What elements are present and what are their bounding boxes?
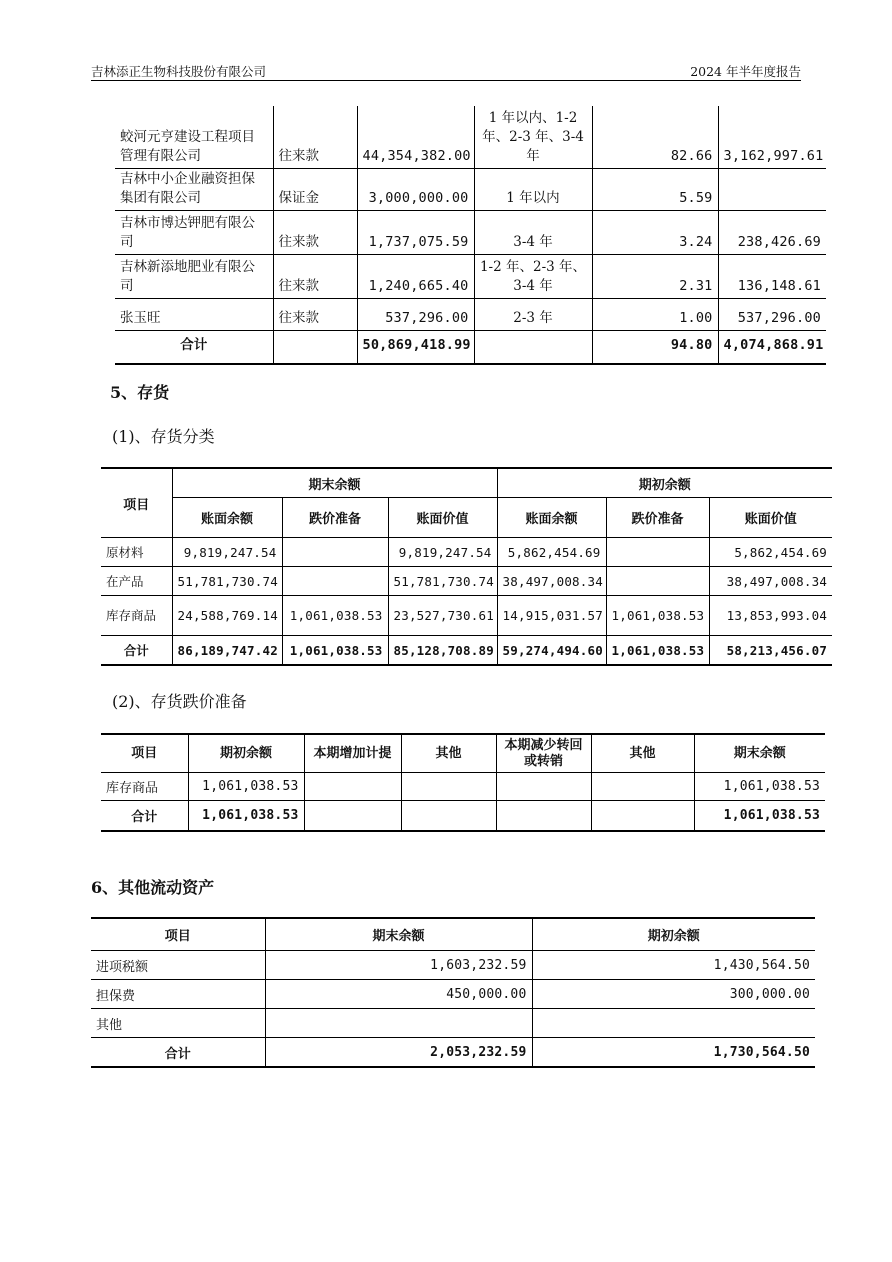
party-name: 吉林市博达钾肥有限公司	[115, 210, 273, 254]
inventory-table	[101, 467, 832, 666]
total-amount: 50,869,418.99	[357, 330, 474, 364]
amount: 3,000,000.00	[357, 168, 474, 210]
cell: 1,061,038.53	[188, 801, 304, 832]
subsection-title-classification: (1)、存货分类	[112, 427, 215, 446]
col-book-value: 账面价值	[388, 498, 497, 538]
aging: 1 年以内	[474, 168, 592, 210]
col-end-balance: 期末余额	[172, 468, 497, 498]
provision: 136,148.61	[718, 254, 826, 298]
total-label: 合计	[115, 330, 273, 364]
col-book-value: 账面价值	[709, 498, 832, 538]
cell	[265, 1009, 532, 1038]
cell: 38,497,008.34	[709, 567, 832, 596]
table-row	[115, 254, 826, 298]
nature: 保证金	[273, 168, 357, 210]
total-label: 合计	[101, 801, 188, 832]
col-decrease: 本期减少转回或转销	[496, 734, 591, 773]
cell: 1,430,564.50	[532, 951, 815, 980]
total-provision: 4,074,868.91	[718, 330, 826, 364]
item-name: 担保费	[91, 980, 265, 1009]
table-row	[101, 538, 832, 567]
cell: 51,781,730.74	[172, 567, 282, 596]
table-row	[115, 210, 826, 254]
item-name: 在产品	[101, 567, 172, 596]
col-item: 项目	[101, 734, 188, 773]
aging: 1-2 年、2-3 年、3-4 年	[474, 254, 592, 298]
table-row	[91, 980, 815, 1009]
cell: 1,061,038.53	[606, 636, 709, 666]
cell: 9,819,247.54	[388, 538, 497, 567]
party-name: 张玉旺	[115, 298, 273, 330]
cell	[282, 567, 388, 596]
col-increase: 本期增加计提	[304, 734, 401, 773]
item-name: 库存商品	[101, 773, 188, 801]
party-name: 蛟河元亨建设工程项目管理有限公司	[115, 106, 273, 168]
amount: 1,240,665.40	[357, 254, 474, 298]
total-row	[91, 1038, 815, 1068]
aging: 3-4 年	[474, 210, 592, 254]
cell: 1,061,038.53	[282, 596, 388, 636]
cell	[606, 567, 709, 596]
item-name: 原材料	[101, 538, 172, 567]
section-title-other-assets: 6、其他流动资产	[91, 878, 215, 897]
other-assets-table	[91, 917, 815, 1068]
cell: 86,189,747.42	[172, 636, 282, 666]
col-other: 其他	[401, 734, 496, 773]
section-title-inventory: 5、存货	[110, 383, 170, 402]
header-row	[91, 918, 815, 951]
page-header	[91, 62, 801, 81]
cell: 1,730,564.50	[532, 1038, 815, 1068]
cell: 450,000.00	[265, 980, 532, 1009]
col-item: 项目	[101, 468, 172, 538]
header-row	[101, 734, 825, 773]
item-name: 库存商品	[101, 596, 172, 636]
cell: 5,862,454.69	[709, 538, 832, 567]
col-book-balance: 账面余额	[172, 498, 282, 538]
item-name: 进项税额	[91, 951, 265, 980]
col-impairment: 跌价准备	[606, 498, 709, 538]
nature: 往来款	[273, 254, 357, 298]
provision: 537,296.00	[718, 298, 826, 330]
table-row	[115, 168, 826, 210]
col-impairment: 跌价准备	[282, 498, 388, 538]
cell: 1,061,038.53	[188, 773, 304, 801]
col-end: 期末余额	[694, 734, 825, 773]
amount: 1,737,075.59	[357, 210, 474, 254]
total-label: 合计	[101, 636, 172, 666]
cell: 1,603,232.59	[265, 951, 532, 980]
col-other: 其他	[591, 734, 694, 773]
total-label: 合计	[91, 1038, 265, 1068]
ratio: 2.31	[592, 254, 718, 298]
ratio: 82.66	[592, 106, 718, 168]
aging: 2-3 年	[474, 298, 592, 330]
provision: 238,426.69	[718, 210, 826, 254]
subsection-title-impairment: (2)、存货跌价准备	[112, 692, 247, 711]
cell	[532, 1009, 815, 1038]
ratio: 3.24	[592, 210, 718, 254]
party-name: 吉林新添地肥业有限公司	[115, 254, 273, 298]
cell: 5,862,454.69	[497, 538, 606, 567]
table-row	[91, 1009, 815, 1038]
aging: 1 年以内、1-2 年、2-3 年、3-4 年	[474, 106, 592, 168]
total-row	[115, 330, 826, 364]
receivables-table	[115, 106, 826, 365]
table-row	[115, 298, 826, 330]
item-name: 其他	[91, 1009, 265, 1038]
cell: 1,061,038.53	[694, 773, 825, 801]
cell: 24,588,769.14	[172, 596, 282, 636]
cell: 85,128,708.89	[388, 636, 497, 666]
cell: 59,274,494.60	[497, 636, 606, 666]
table-row	[101, 773, 825, 801]
company-name: 吉林添正生物科技股份有限公司	[91, 64, 267, 79]
col-begin-balance: 期初余额	[497, 468, 832, 498]
cell: 13,853,993.04	[709, 596, 832, 636]
cell: 2,053,232.59	[265, 1038, 532, 1068]
party-name: 吉林中小企业融资担保集团有限公司	[115, 168, 273, 210]
header-row	[101, 468, 832, 498]
table-row	[115, 106, 826, 168]
provision	[718, 168, 826, 210]
table-row	[101, 596, 832, 636]
col-book-balance: 账面余额	[497, 498, 606, 538]
provision: 3,162,997.61	[718, 106, 826, 168]
cell: 58,213,456.07	[709, 636, 832, 666]
cell: 1,061,038.53	[606, 596, 709, 636]
nature: 往来款	[273, 210, 357, 254]
nature: 往来款	[273, 298, 357, 330]
total-row	[101, 636, 832, 666]
cell: 23,527,730.61	[388, 596, 497, 636]
ratio: 1.00	[592, 298, 718, 330]
impairment-table	[101, 733, 825, 832]
ratio: 5.59	[592, 168, 718, 210]
nature: 往来款	[273, 106, 357, 168]
col-end: 期末余额	[265, 918, 532, 951]
cell: 38,497,008.34	[497, 567, 606, 596]
table-row	[101, 567, 832, 596]
col-begin: 期初余额	[188, 734, 304, 773]
total-ratio: 94.80	[592, 330, 718, 364]
amount: 44,354,382.00	[357, 106, 474, 168]
header-row	[101, 498, 832, 538]
amount: 537,296.00	[357, 298, 474, 330]
cell: 1,061,038.53	[694, 801, 825, 832]
cell: 300,000.00	[532, 980, 815, 1009]
cell: 14,915,031.57	[497, 596, 606, 636]
cell: 9,819,247.54	[172, 538, 282, 567]
cell	[606, 538, 709, 567]
col-item: 项目	[91, 918, 265, 951]
cell: 1,061,038.53	[282, 636, 388, 666]
table-row	[91, 951, 815, 980]
report-title: 2024 年半年度报告	[690, 64, 801, 79]
cell	[282, 538, 388, 567]
total-row	[101, 801, 825, 832]
col-begin: 期初余额	[532, 918, 815, 951]
cell: 51,781,730.74	[388, 567, 497, 596]
